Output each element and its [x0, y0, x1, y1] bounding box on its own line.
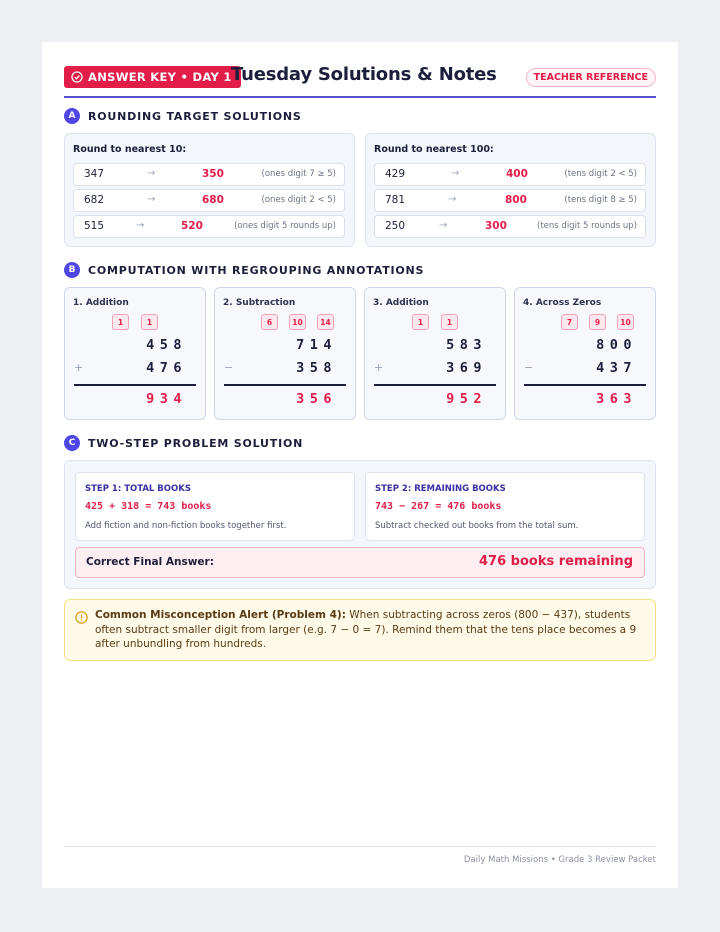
operator-sign: − [524, 361, 534, 374]
final-answer-label: Correct Final Answer: [86, 556, 214, 568]
regroup-marker: 6 [261, 314, 278, 330]
regroup-marker: 1 [441, 314, 458, 330]
operator-sign: + [374, 361, 384, 374]
bottom-number: 358 [296, 360, 337, 376]
operator-sign: − [224, 361, 234, 374]
original-number: 429 [385, 168, 406, 180]
rounding-row [374, 163, 646, 186]
worksheet-page [42, 42, 678, 888]
rounded-answer: 300 [485, 220, 507, 232]
arrow-icon: → [439, 220, 448, 231]
computation-card-2 [214, 287, 356, 420]
rounding-row [374, 189, 646, 212]
step-equation: 743 − 267 = 476 books [375, 501, 502, 512]
rounding-note: (ones digit 7 ≥ 5) [261, 169, 336, 179]
sum-line [224, 384, 346, 386]
arrow-icon: → [136, 220, 145, 231]
computation-card-3 [364, 287, 506, 420]
regroup-marker: 10 [617, 314, 634, 330]
rounding-note: (tens digit 2 < 5) [564, 169, 637, 179]
arrow-icon: → [147, 194, 156, 205]
alert-text [95, 608, 643, 652]
result-number: 363 [596, 391, 637, 407]
step-1-box [75, 472, 355, 541]
regroup-marker: 1 [112, 314, 129, 330]
rounding-note: (tens digit 8 ≥ 5) [564, 195, 637, 205]
step-description: Subtract checked out books from the total sum. [375, 521, 579, 531]
sum-line [524, 384, 646, 386]
section-a-heading [64, 108, 302, 124]
section-c-title: TWO-STEP PROBLEM SOLUTION [88, 436, 304, 450]
rounding-row [73, 189, 345, 212]
badge-label: ANSWER KEY • DAY 1 [88, 70, 232, 84]
section-a-marker: A [64, 108, 80, 124]
step-2-box [365, 472, 645, 541]
rounding-row [374, 215, 646, 238]
card-title: 2. Subtraction [223, 298, 296, 308]
regroup-marker: 10 [289, 314, 306, 330]
info-circle-icon [75, 611, 88, 624]
regroup-marker: 7 [561, 314, 578, 330]
alert-body: When subtracting across zeros (800 − 437), students often subtract smaller digit from larger (e.g. 7 − 0 = 7). Remind them that the tens place becomes a 9 after unbundling from hundreds. [95, 609, 637, 650]
original-number: 682 [84, 194, 105, 206]
card-title: 4. Across Zeros [523, 298, 602, 308]
rounding-note: (tens digit 5 rounds up) [537, 221, 637, 231]
step-title: STEP 1: TOTAL BOOKS [85, 484, 191, 494]
arrow-icon: → [451, 168, 460, 179]
rounded-answer: 520 [181, 220, 203, 232]
check-circle-icon [71, 71, 83, 83]
original-number: 781 [385, 194, 406, 206]
section-b-marker: B [64, 262, 80, 278]
section-c-marker: C [64, 435, 80, 451]
footer-divider [64, 846, 656, 847]
top-number: 800 [596, 337, 637, 353]
original-number: 250 [385, 220, 406, 232]
teacher-reference-tag: TEACHER REFERENCE [526, 68, 656, 87]
rounding-note: (ones digit 5 rounds up) [234, 221, 336, 231]
rounded-answer: 350 [202, 168, 224, 180]
regroup-marker: 14 [317, 314, 334, 330]
rounding-note: (ones digit 2 < 5) [261, 195, 336, 205]
arrow-icon: → [448, 194, 457, 205]
top-number: 458 [146, 337, 187, 353]
alert-heading: Common Misconception Alert (Problem 4): [95, 609, 346, 621]
misconception-alert [64, 599, 656, 661]
page-title: Tuesday Solutions & Notes [231, 64, 497, 85]
final-answer-bar [75, 547, 645, 578]
computation-card-4 [514, 287, 656, 420]
section-b-heading [64, 262, 424, 278]
bottom-number: 369 [446, 360, 487, 376]
bottom-number: 476 [146, 360, 187, 376]
bottom-number: 437 [596, 360, 637, 376]
top-number: 583 [446, 337, 487, 353]
regroup-marker: 1 [141, 314, 158, 330]
computation-card-1 [64, 287, 206, 420]
original-number: 347 [84, 168, 105, 180]
rounded-answer: 680 [202, 194, 224, 206]
result-number: 934 [146, 391, 187, 407]
card-title: 3. Addition [373, 298, 429, 308]
result-number: 952 [446, 391, 487, 407]
regroup-marker: 9 [589, 314, 606, 330]
step-equation: 425 + 318 = 743 books [85, 501, 212, 512]
rounding-row [73, 163, 345, 186]
panel-label: Round to nearest 100: [374, 144, 494, 155]
regroup-marker: 1 [412, 314, 429, 330]
operator-sign: + [74, 361, 84, 374]
arrow-icon: → [147, 168, 156, 179]
result-number: 356 [296, 391, 337, 407]
round-100-panel [365, 133, 656, 247]
sum-line [374, 384, 496, 386]
rounded-answer: 400 [506, 168, 528, 180]
rounding-row [73, 215, 345, 238]
answer-key-badge [64, 66, 241, 88]
section-b-title: COMPUTATION WITH REGROUPING ANNOTATIONS [88, 263, 425, 277]
sum-line [74, 384, 196, 386]
final-answer-value: 476 books remaining [478, 554, 633, 569]
section-a-title: ROUNDING TARGET SOLUTIONS [88, 109, 302, 123]
card-title: 1. Addition [73, 298, 129, 308]
page-footer: Daily Math Missions • Grade 3 Review Packet [463, 855, 656, 865]
original-number: 515 [84, 220, 105, 232]
top-number: 714 [296, 337, 337, 353]
round-10-panel [64, 133, 355, 247]
step-description: Add fiction and non-fiction books together first. [85, 521, 287, 531]
section-c-heading [64, 435, 303, 451]
step-title: STEP 2: REMAINING BOOKS [375, 484, 506, 494]
page-header [64, 64, 656, 98]
panel-label: Round to nearest 10: [73, 144, 187, 155]
rounded-answer: 800 [505, 194, 527, 206]
